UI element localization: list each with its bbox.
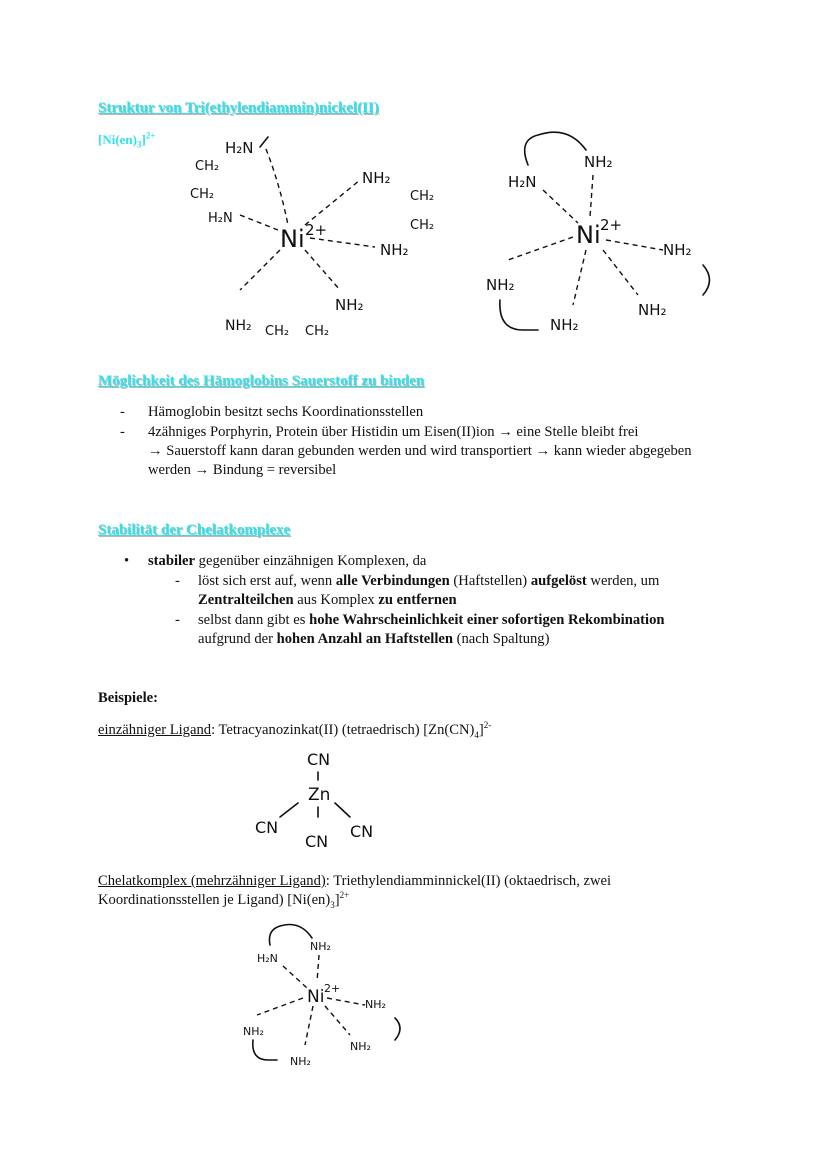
svg-text:CN: CN — [350, 822, 374, 841]
document-page: Struktur von Tri(ethylendiammin)nickel(II) $[Ni(en)_3]^{2+}$ Ni 2+ H₂N CH₂ CH₂ H₂N NH₂ CH₂ CH₂ NH₂ NH₂ NH₂ CH₂ CH₂ H₂N NH₂ Ni 2+ NH₂ NH₂ NH₂ NH₂ Möglichkeit des Hämoglobins Sauerstoff zu binden - Hämoglobin besitzt sechs Koordinationsstellen - 4zähniges Porphyrin, Protein über Histidin um Eisen(II)ion → eine Stelle bleibt frei → Sauerstoff kann daran gebunden werden und wird transportiert → kann wieder abgegeben werden → Bindung = reversibel Stabilität der Chelatkomplexe • stabiler gegenüber einzähnigen Komplexen, da - löst sich erst auf, wenn alle Verbindungen (Haftstellen) aufgelöst werden, um Zentralteilchen aus Komplex zu entfernen - selbst dann gibt es hohe Wahrscheinlichkeit einer sofortigen Rekombination aufgrund der hohen Anzahl an Haftstellen (nach Spaltung) Beispiele: einzähniger Ligand: Tetracyanozinkat(II) (tetraedrisch) $[Zn(CN)_4]^{2-}$ CN Zn CN CN CN Chelatkomplex (mehrzähniger Ligand): Triethylendiamminnickel(II) (oktaedrisch, zwei Koordinationsstellen je Ligand) $[Ni(en)_3]^{2+}$ H₂N NH₂ Ni 2+ NH₂ NH₂ NH₂ NH₂ — [0, 0, 828, 1171]
svg-text:CH₂: CH₂ — [265, 324, 290, 339]
sub-item: selbst dann gibt es hohe Wahrscheinlichkeit einer sofortigen Rekombination — [198, 612, 665, 628]
heading-hemoglobin: Möglichkeit des Hämoglobins Sauerstoff zu binden — [98, 373, 425, 389]
zinc-drawing — [250, 745, 390, 855]
examples-heading: Beispiele: — [98, 690, 158, 706]
svg-text:CH₂: CH₂ — [190, 187, 215, 202]
svg-text:2+: 2+ — [324, 982, 341, 995]
sub-item: löst sich erst auf, wenn alle Verbindungen (Haftstellen) aufgelöst werden, um — [198, 573, 660, 589]
example-1: einzähniger Ligand: Tetracyanozinkat(II) (tetraedrisch) $[Zn(CN)_4]^{2-}$ — [98, 720, 492, 740]
svg-text:CH₂: CH₂ — [410, 218, 435, 233]
svg-text:CH₂: CH₂ — [195, 159, 220, 174]
svg-text:Ni: Ni — [576, 221, 601, 249]
list-item: → Sauerstoff kann daran gebunden werden und wird transportiert → kann wieder abgegeben — [148, 443, 692, 459]
svg-text:CN: CN — [307, 750, 331, 769]
svg-text:H₂N: H₂N — [508, 173, 537, 191]
list-item: 4zähniges Porphyrin, Protein über Histidin um Eisen(II)ion → eine Stelle bleibt frei — [148, 424, 639, 440]
svg-text:CN: CN — [305, 832, 329, 851]
svg-text:Ni: Ni — [307, 987, 325, 1007]
ni-label: Ni — [280, 225, 305, 253]
svg-text:CH₂: CH₂ — [410, 189, 435, 204]
svg-text:NH₂: NH₂ — [310, 940, 331, 953]
svg-text:NH₂: NH₂ — [350, 1040, 371, 1053]
svg-text:NH₂: NH₂ — [584, 153, 613, 171]
svg-text:NH₂: NH₂ — [380, 241, 409, 259]
svg-text:NH₂: NH₂ — [663, 241, 692, 259]
svg-text:NH₂: NH₂ — [243, 1025, 264, 1038]
formula-label: $[Ni(en)_3]^{2+}$ — [98, 130, 156, 150]
structure-drawing-2 — [478, 125, 728, 350]
svg-text:H₂N: H₂N — [257, 952, 278, 965]
svg-text:H₂N: H₂N — [225, 139, 254, 157]
svg-text:NH₂: NH₂ — [486, 276, 515, 294]
list-item: Hämoglobin besitzt sechs Koordinationsstellen — [148, 404, 424, 420]
svg-text:NH₂: NH₂ — [638, 301, 667, 319]
svg-text:NH₂: NH₂ — [365, 998, 386, 1011]
svg-text:NH₂: NH₂ — [550, 316, 579, 334]
heading-structure: Struktur von Tri(ethylendiammin)nickel(II) — [98, 100, 379, 116]
svg-text:2+: 2+ — [600, 216, 623, 234]
svg-text:2+: 2+ — [305, 221, 328, 239]
svg-text:CN: CN — [255, 818, 279, 837]
svg-text:H₂N: H₂N — [208, 211, 233, 226]
structure-drawing-1 — [170, 125, 460, 350]
svg-text:NH₂: NH₂ — [362, 169, 391, 187]
svg-text:NH₂: NH₂ — [225, 318, 252, 334]
svg-text:Zn: Zn — [308, 785, 331, 805]
svg-text:CH₂: CH₂ — [305, 324, 330, 339]
example-2: Chelatkomplex (mehrzähniger Ligand): Triethylendiamminnickel(II) (oktaedrisch, zwei — [98, 873, 612, 889]
nickel-drawing-small — [235, 920, 415, 1075]
list-item: werden → Bindung = reversibel — [148, 462, 337, 478]
svg-text:NH₂: NH₂ — [290, 1055, 311, 1068]
bullet-item: stabiler gegenüber einzähnigen Komplexen, da — [148, 553, 427, 569]
heading-stability: Stabilität der Chelatkomplexe — [98, 522, 291, 538]
svg-text:NH₂: NH₂ — [335, 296, 364, 314]
